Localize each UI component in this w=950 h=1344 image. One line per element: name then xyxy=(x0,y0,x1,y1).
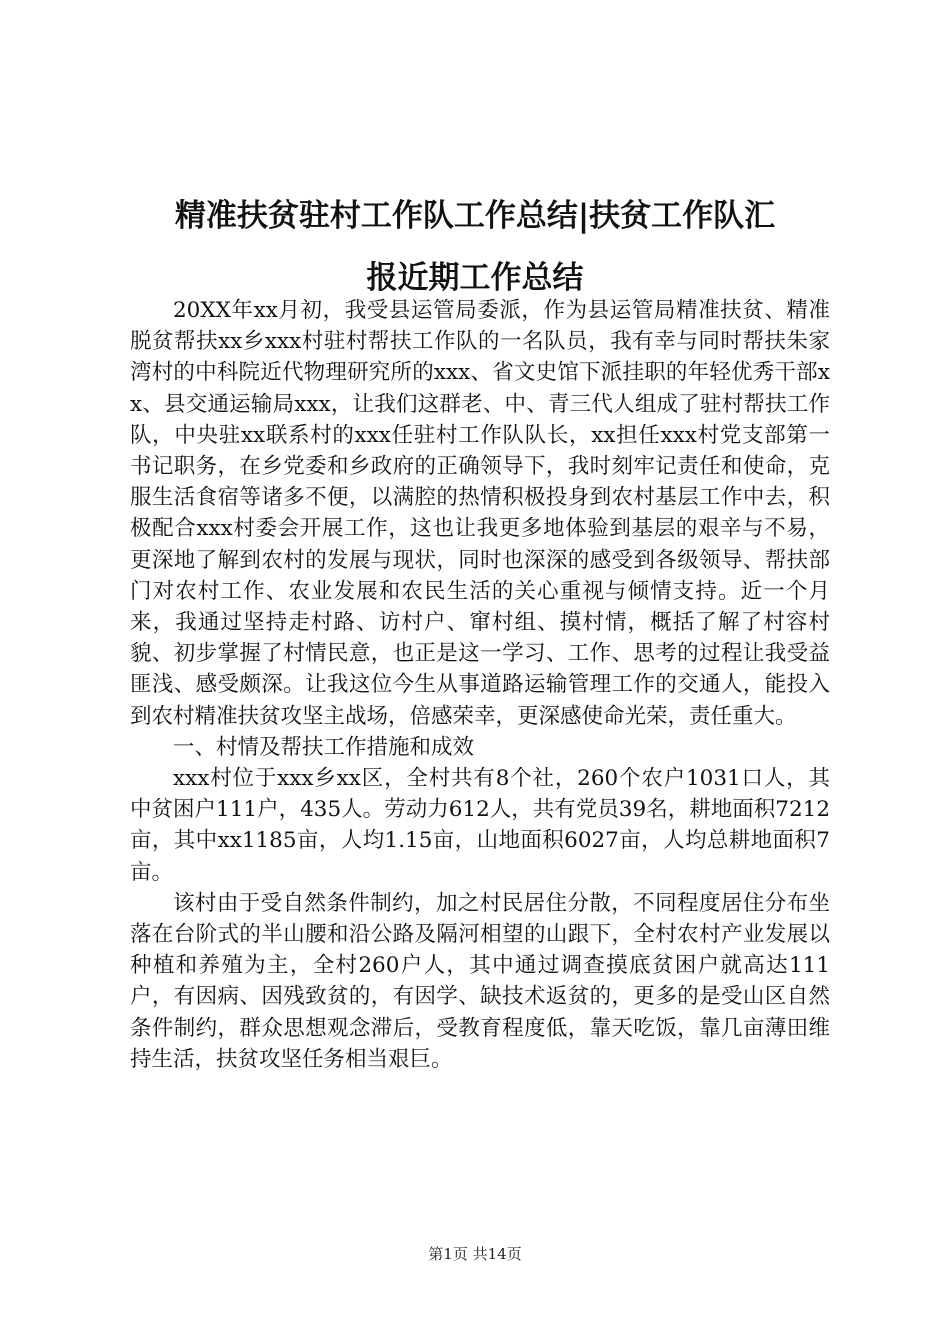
document-title-line-2: 报近期工作总结 xyxy=(366,260,584,296)
paragraph-village-stats: xxx村位于xxx乡xx区，全村共有8个社，260个农户1031口人，其中贫困户111户，435人。劳动力612人，共有党员39名，耕地面积7212亩，其中xx1185亩，人均1.15亩，山地面积6027亩，人均总耕地面积7亩。 xyxy=(130,766,830,885)
paragraph-village-conditions: 该村由于受自然条件制约，加之村民居住分散，不同程度居住分布坐落在台阶式的半山腰和沿公路及隔河相望的山跟下，全村农村产业发展以种植和养殖为主，全村260户人，其中通过调查摸底贫困户就高达111户，有因病、因残致贫的，有因学、缺技术返贫的，更多的是受山区自然条件制约，群众思想观念滞后，受教育程度低，靠天吃饭，靠几亩薄田维持生活，扶贫攻坚任务相当艰巨。 xyxy=(130,890,830,1072)
document-title-line-1: 精准扶贫驻村工作队工作总结|扶贫工作队汇 xyxy=(174,198,776,234)
page-footer: 第1页 共14页 xyxy=(428,1245,522,1263)
document-body xyxy=(130,295,830,1075)
section-heading: 一、村情及帮扶工作措施和成效 xyxy=(173,734,475,760)
paragraph-intro: 20XX年xx月初，我受县运管局委派，作为县运管局精准扶贫、精准脱贫帮扶xx乡xxx村驻村帮扶工作队的一名队员，我有幸与同时帮扶朱家湾村的中科院近代物理研究所的xxx、省文史馆下派挂职的年轻优秀干部xx、县交通运输局xxx，让我们这群老、中、青三代人组成了驻村帮扶工作队，中央驻xx联系村的xxx任驻村工作队队长，xx担任xxx村党支部第一书记职务，在乡党委和乡政府的正确领导下，我时刻牢记责任和使命，克服生活食宿等诸多不便，以满腔的热情积极投身到农村基层工作中去，积极配合xxx村委会开展工作，这也让我更多地体验到基层的艰辛与不易，更深地了解到农村的发展与现状，同时也深深的感受到各级领导、帮扶部门对农村工作、农业发展和农民生活的关心重视与倾情支持。近一个月来，我通过坚持走村路、访村户、窜村组、摸村情，概括了解了村容村貌、初步掌握了村情民意，也正是这一学习、工作、思考的过程让我受益匪浅、感受颇深。让我这位今生从事道路运输管理工作的交通人，能投入到农村精准扶贫攻坚主战场，倍感荣幸，更深感使命光荣，责任重大。 xyxy=(130,298,830,729)
